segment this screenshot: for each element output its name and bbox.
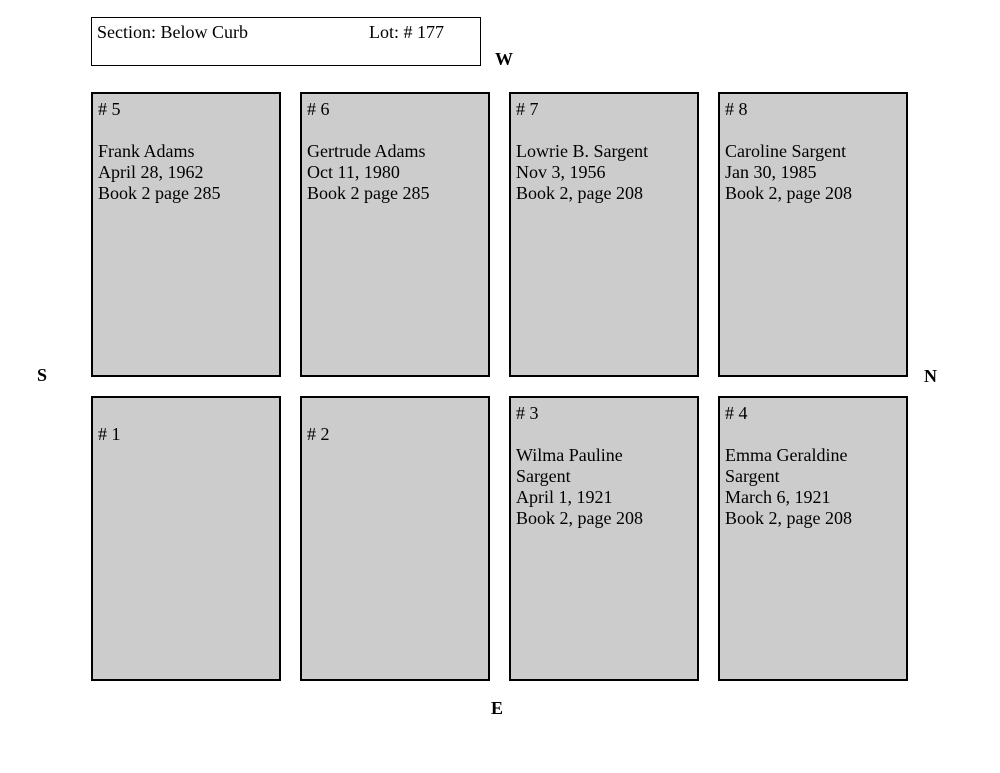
plot-name-first: Emma Geraldine xyxy=(725,445,848,465)
plot-date: Oct 11, 1980 xyxy=(307,162,400,182)
section-lot-header xyxy=(91,17,481,66)
plot-number: # 6 xyxy=(307,99,330,119)
compass-north: N xyxy=(924,366,937,386)
plot-1 xyxy=(91,396,281,681)
plot-name-last: Sargent xyxy=(725,466,780,486)
plot-date: April 28, 1962 xyxy=(98,162,204,182)
plot-number: # 4 xyxy=(725,403,748,423)
plot-date: Nov 3, 1956 xyxy=(516,162,606,182)
plot-record: Book 2, page 208 xyxy=(725,508,852,528)
plot-record: Book 2, page 208 xyxy=(516,508,643,528)
compass-west: W xyxy=(495,49,513,69)
plot-2 xyxy=(300,396,490,681)
section-label: Section: Below Curb xyxy=(97,22,248,42)
plot-date: March 6, 1921 xyxy=(725,487,831,507)
compass-south: S xyxy=(37,365,48,385)
plot-6 xyxy=(300,92,490,377)
plot-name: Lowrie B. Sargent xyxy=(516,141,649,161)
plot-record: Book 2, page 208 xyxy=(725,183,852,203)
plot-name-last: Sargent xyxy=(516,466,571,486)
plot-number: # 5 xyxy=(98,99,121,119)
plot-7 xyxy=(509,92,699,377)
plot-number: # 2 xyxy=(307,424,330,444)
plot-4 xyxy=(718,396,908,681)
plot-name-first: Wilma Pauline xyxy=(516,445,623,465)
plot-number: # 8 xyxy=(725,99,748,119)
plot-name: Frank Adams xyxy=(98,141,195,161)
plot-record: Book 2 page 285 xyxy=(307,183,430,203)
plot-number: # 7 xyxy=(516,99,539,119)
plot-name: Gertrude Adams xyxy=(307,141,426,161)
plot-8 xyxy=(718,92,908,377)
plot-date: Jan 30, 1985 xyxy=(725,162,817,182)
plot-date: April 1, 1921 xyxy=(516,487,613,507)
plot-record: Book 2, page 208 xyxy=(516,183,643,203)
plot-number: # 3 xyxy=(516,403,539,423)
plot-name: Caroline Sargent xyxy=(725,141,847,161)
plot-3 xyxy=(509,396,699,681)
lot-label: Lot: # 177 xyxy=(369,22,444,42)
compass-east: E xyxy=(491,698,504,718)
plot-record: Book 2 page 285 xyxy=(98,183,221,203)
plot-number: # 1 xyxy=(98,424,121,444)
plot-5 xyxy=(91,92,281,377)
